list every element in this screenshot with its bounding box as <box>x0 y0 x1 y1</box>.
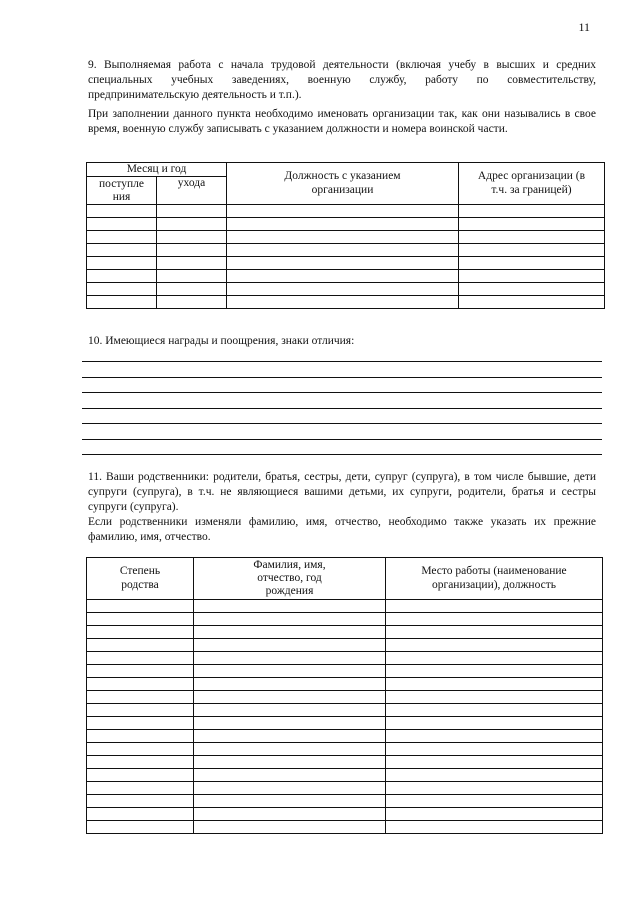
table-cell[interactable] <box>87 717 194 730</box>
table-cell[interactable] <box>386 665 603 678</box>
table-cell[interactable] <box>227 270 459 283</box>
table-row <box>87 782 603 795</box>
table-row <box>87 717 603 730</box>
write-in-line[interactable] <box>82 392 602 393</box>
table-cell[interactable] <box>194 743 386 756</box>
table-cell[interactable] <box>157 244 227 257</box>
leave-header: ухода <box>157 177 227 205</box>
entry-header <box>87 177 157 205</box>
table-cell[interactable] <box>459 270 605 283</box>
table-row <box>87 795 603 808</box>
table-row <box>87 600 603 613</box>
table-cell[interactable] <box>87 205 157 218</box>
table-cell[interactable] <box>386 821 603 834</box>
table-cell[interactable] <box>87 270 157 283</box>
table-cell[interactable] <box>194 626 386 639</box>
table-cell[interactable] <box>459 218 605 231</box>
table-cell[interactable] <box>194 717 386 730</box>
work-header-text: Место работы (наименование организации), должность <box>421 565 567 591</box>
relation-header <box>87 558 194 600</box>
table-cell[interactable] <box>194 769 386 782</box>
table-row <box>87 257 605 270</box>
table-cell[interactable] <box>87 678 194 691</box>
table-cell[interactable] <box>87 821 194 834</box>
table-cell[interactable] <box>194 678 386 691</box>
write-in-line[interactable] <box>82 439 602 440</box>
table-cell[interactable] <box>194 808 386 821</box>
table-cell[interactable] <box>87 652 194 665</box>
table-cell[interactable] <box>194 756 386 769</box>
table-row <box>87 678 603 691</box>
table-row <box>87 626 603 639</box>
table-row <box>87 769 603 782</box>
table-row <box>87 730 603 743</box>
table-cell[interactable] <box>386 717 603 730</box>
table-cell[interactable] <box>194 795 386 808</box>
table-cell[interactable] <box>459 283 605 296</box>
table-cell[interactable] <box>87 218 157 231</box>
table-cell[interactable] <box>87 626 194 639</box>
table-cell[interactable] <box>87 244 157 257</box>
table-cell[interactable] <box>227 231 459 244</box>
table-cell[interactable] <box>386 613 603 626</box>
table-row <box>87 270 605 283</box>
write-in-line[interactable] <box>82 408 602 409</box>
table-cell[interactable] <box>386 626 603 639</box>
table-row <box>87 652 603 665</box>
table-cell[interactable] <box>157 257 227 270</box>
month-year-header: Месяц и год <box>87 163 227 177</box>
table-cell[interactable] <box>459 231 605 244</box>
table-cell[interactable] <box>87 756 194 769</box>
table-cell[interactable] <box>386 691 603 704</box>
table-cell[interactable] <box>459 205 605 218</box>
table-row <box>87 756 603 769</box>
table-cell[interactable] <box>386 704 603 717</box>
table-row <box>87 639 603 652</box>
table-cell[interactable] <box>87 691 194 704</box>
work-header <box>386 558 603 600</box>
table-cell[interactable] <box>87 665 194 678</box>
table-cell[interactable] <box>87 730 194 743</box>
table-row <box>87 205 605 218</box>
table-cell[interactable] <box>227 296 459 309</box>
table-cell[interactable] <box>87 769 194 782</box>
table-cell[interactable] <box>87 795 194 808</box>
relatives-table <box>86 557 603 834</box>
table-cell[interactable] <box>459 257 605 270</box>
table-cell[interactable] <box>87 743 194 756</box>
table-cell[interactable] <box>87 808 194 821</box>
table-row <box>87 691 603 704</box>
table-cell[interactable] <box>227 218 459 231</box>
table-cell[interactable] <box>157 270 227 283</box>
table-cell[interactable] <box>194 782 386 795</box>
address-header <box>459 163 605 205</box>
table-cell[interactable] <box>157 231 227 244</box>
table-cell[interactable] <box>386 678 603 691</box>
table-cell[interactable] <box>87 782 194 795</box>
page-number: 11 <box>578 20 590 34</box>
table-cell[interactable] <box>194 730 386 743</box>
table-cell[interactable] <box>227 244 459 257</box>
table-row <box>87 665 603 678</box>
table-cell[interactable] <box>386 639 603 652</box>
section11-heading: 11. Ваши родственники: родители, братья, сестры, дети, супруг (супруга), в том числе бывшие, дети супруги (супруга), в т.ч. не являющиеся вашими детьми, их супруги, родители, братья и сестры супруги (супруга). <box>88 471 596 513</box>
write-in-line[interactable] <box>82 361 602 362</box>
position-header <box>227 163 459 205</box>
table-row <box>87 296 605 309</box>
table-cell[interactable] <box>87 296 157 309</box>
table-row <box>87 808 603 821</box>
table-row <box>87 821 603 834</box>
table-cell[interactable] <box>157 205 227 218</box>
table-cell[interactable] <box>194 691 386 704</box>
write-in-line[interactable] <box>82 423 602 424</box>
name-header <box>194 558 386 600</box>
table-cell[interactable] <box>386 743 603 756</box>
table-cell[interactable] <box>386 782 603 795</box>
table-cell[interactable] <box>227 257 459 270</box>
table-cell[interactable] <box>87 231 157 244</box>
section10-heading: 10. Имеющиеся награды и поощрения, знаки отличия: <box>88 335 355 347</box>
table-cell[interactable] <box>386 652 603 665</box>
table-cell[interactable] <box>194 639 386 652</box>
position-header-text: Должность с указанием организации <box>284 170 401 196</box>
address-header-text: Адрес организации (в т.ч. за границей) <box>477 170 586 196</box>
table-cell[interactable] <box>386 795 603 808</box>
relation-header-text: Степень родства <box>119 565 161 591</box>
table-row <box>87 704 603 717</box>
table-cell[interactable] <box>194 600 386 613</box>
table-cell[interactable] <box>386 600 603 613</box>
table-row <box>87 244 605 257</box>
section11-instruction: Если родственники изменяли фамилию, имя, отчество, необходимо также указать их прежние фамилию, имя, отчество. <box>88 516 596 543</box>
table-row <box>87 283 605 296</box>
table-cell[interactable] <box>157 218 227 231</box>
table-cell[interactable] <box>386 730 603 743</box>
table-cell[interactable] <box>227 283 459 296</box>
table-cell[interactable] <box>459 296 605 309</box>
work-history-table <box>86 162 605 309</box>
table-cell[interactable] <box>194 613 386 626</box>
write-in-line[interactable] <box>82 454 602 455</box>
table-cell[interactable] <box>87 257 157 270</box>
table-cell[interactable] <box>87 613 194 626</box>
table-cell[interactable] <box>87 639 194 652</box>
table-cell[interactable] <box>386 769 603 782</box>
name-header-text: Фамилия, имя, отчество, год рождения <box>253 558 326 598</box>
section9-instruction: При заполнении данного пункта необходимо именовать организации так, как они назывались в свое время, военную службу записывать с указанием должности и номера воинской части. <box>88 108 596 135</box>
table-cell[interactable] <box>157 296 227 309</box>
table-cell[interactable] <box>194 704 386 717</box>
table-row <box>87 613 603 626</box>
table-row <box>87 743 603 756</box>
table-cell[interactable] <box>194 821 386 834</box>
table-row <box>87 231 605 244</box>
table-cell[interactable] <box>227 205 459 218</box>
table-cell[interactable] <box>459 244 605 257</box>
table-cell[interactable] <box>87 600 194 613</box>
table-cell[interactable] <box>194 665 386 678</box>
table-cell[interactable] <box>87 283 157 296</box>
section9-heading: 9. Выполняемая работа с начала трудовой деятельности (включая учебу в высших и средних специальных учебных заведениях, военную службу, работу по совместительству, предпринимательскую деятельность и т.п.). <box>88 59 596 101</box>
table-cell[interactable] <box>87 704 194 717</box>
entry-header-text: поступления <box>99 177 144 203</box>
table-cell[interactable] <box>386 756 603 769</box>
table-row <box>87 218 605 231</box>
table-cell[interactable] <box>157 283 227 296</box>
write-in-line[interactable] <box>82 377 602 378</box>
table-cell[interactable] <box>194 652 386 665</box>
table-cell[interactable] <box>386 808 603 821</box>
